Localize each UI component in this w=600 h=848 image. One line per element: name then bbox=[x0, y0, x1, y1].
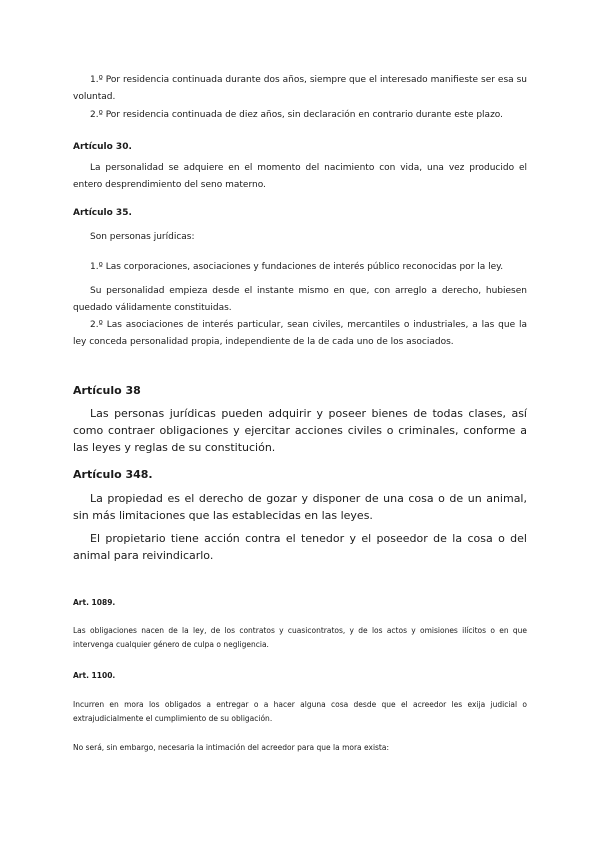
paragraph-articulo-348: La propiedad es el derecho de gozar y disponer de una cosa o de un animal, sin más limitaciones que las establecidas en las leyes. bbox=[73, 492, 527, 522]
heading-articulo-38: Artículo 38 bbox=[73, 384, 141, 397]
paragraph-asociaciones: 2.º Las asociaciones de interés particular, sean civiles, mercantiles o industriales, a las que la ley conceda personalidad propia, independiente de la de cada uno de los asociados. bbox=[73, 320, 527, 347]
paragraph-personas-juridicas: Son personas jurídicas: bbox=[90, 232, 195, 242]
heading-articulo-348: Artículo 348. bbox=[73, 468, 153, 481]
heading-articulo-35: Artículo 35. bbox=[73, 208, 132, 218]
heading-articulo-30: Artículo 30. bbox=[73, 142, 132, 152]
paragraph-art-1089: Las obligaciones nacen de la ley, de los contratos y cuasicontratos, y de los actos y omisiones ilícitos o en que intervenga cualquier género de culpa o negligencia. bbox=[73, 626, 527, 649]
paragraph-intimacion: No será, sin embargo, necesaria la intimación del acreedor para que la mora exista: bbox=[73, 743, 389, 752]
paragraph-articulo-38: Las personas jurídicas pueden adquirir y poseer bienes de todas clases, así como contraer obligaciones y ejercitar acciones civiles o criminales, conforme a las leyes y reglas de su constitución. bbox=[73, 407, 527, 454]
paragraph-propietario: El propietario tiene acción contra el tenedor y el poseedor de la cosa o del animal para reivindicarlo. bbox=[73, 532, 527, 562]
paragraph-art-1100: Incurren en mora los obligados a entregar o a hacer alguna cosa desde que el acreedor les exija judicial o extrajudicialmente el cumplimiento de su obligación. bbox=[73, 700, 527, 723]
paragraph-residence-two-years: 1.º Por residencia continuada durante dos años, siempre que el interesado manifieste ser esa su voluntad. bbox=[73, 75, 527, 102]
paragraph-articulo-30: La personalidad se adquiere en el momento del nacimiento con vida, una vez producido el entero desprendimiento del seno materno. bbox=[73, 163, 527, 190]
heading-art-1089: Art. 1089. bbox=[73, 598, 116, 607]
paragraph-corporaciones: 1.º Las corporaciones, asociaciones y fundaciones de interés público reconocidas por la ley. bbox=[90, 262, 504, 272]
paragraph-residence-ten-years: 2.º Por residencia continuada de diez años, sin declaración en contrario durante este plazo. bbox=[90, 110, 504, 120]
heading-art-1100: Art. 1100. bbox=[73, 671, 116, 680]
paragraph-personalidad-empieza: Su personalidad empieza desde el instante mismo en que, con arreglo a derecho, hubiesen quedado válidamente constituidas. bbox=[73, 286, 527, 313]
